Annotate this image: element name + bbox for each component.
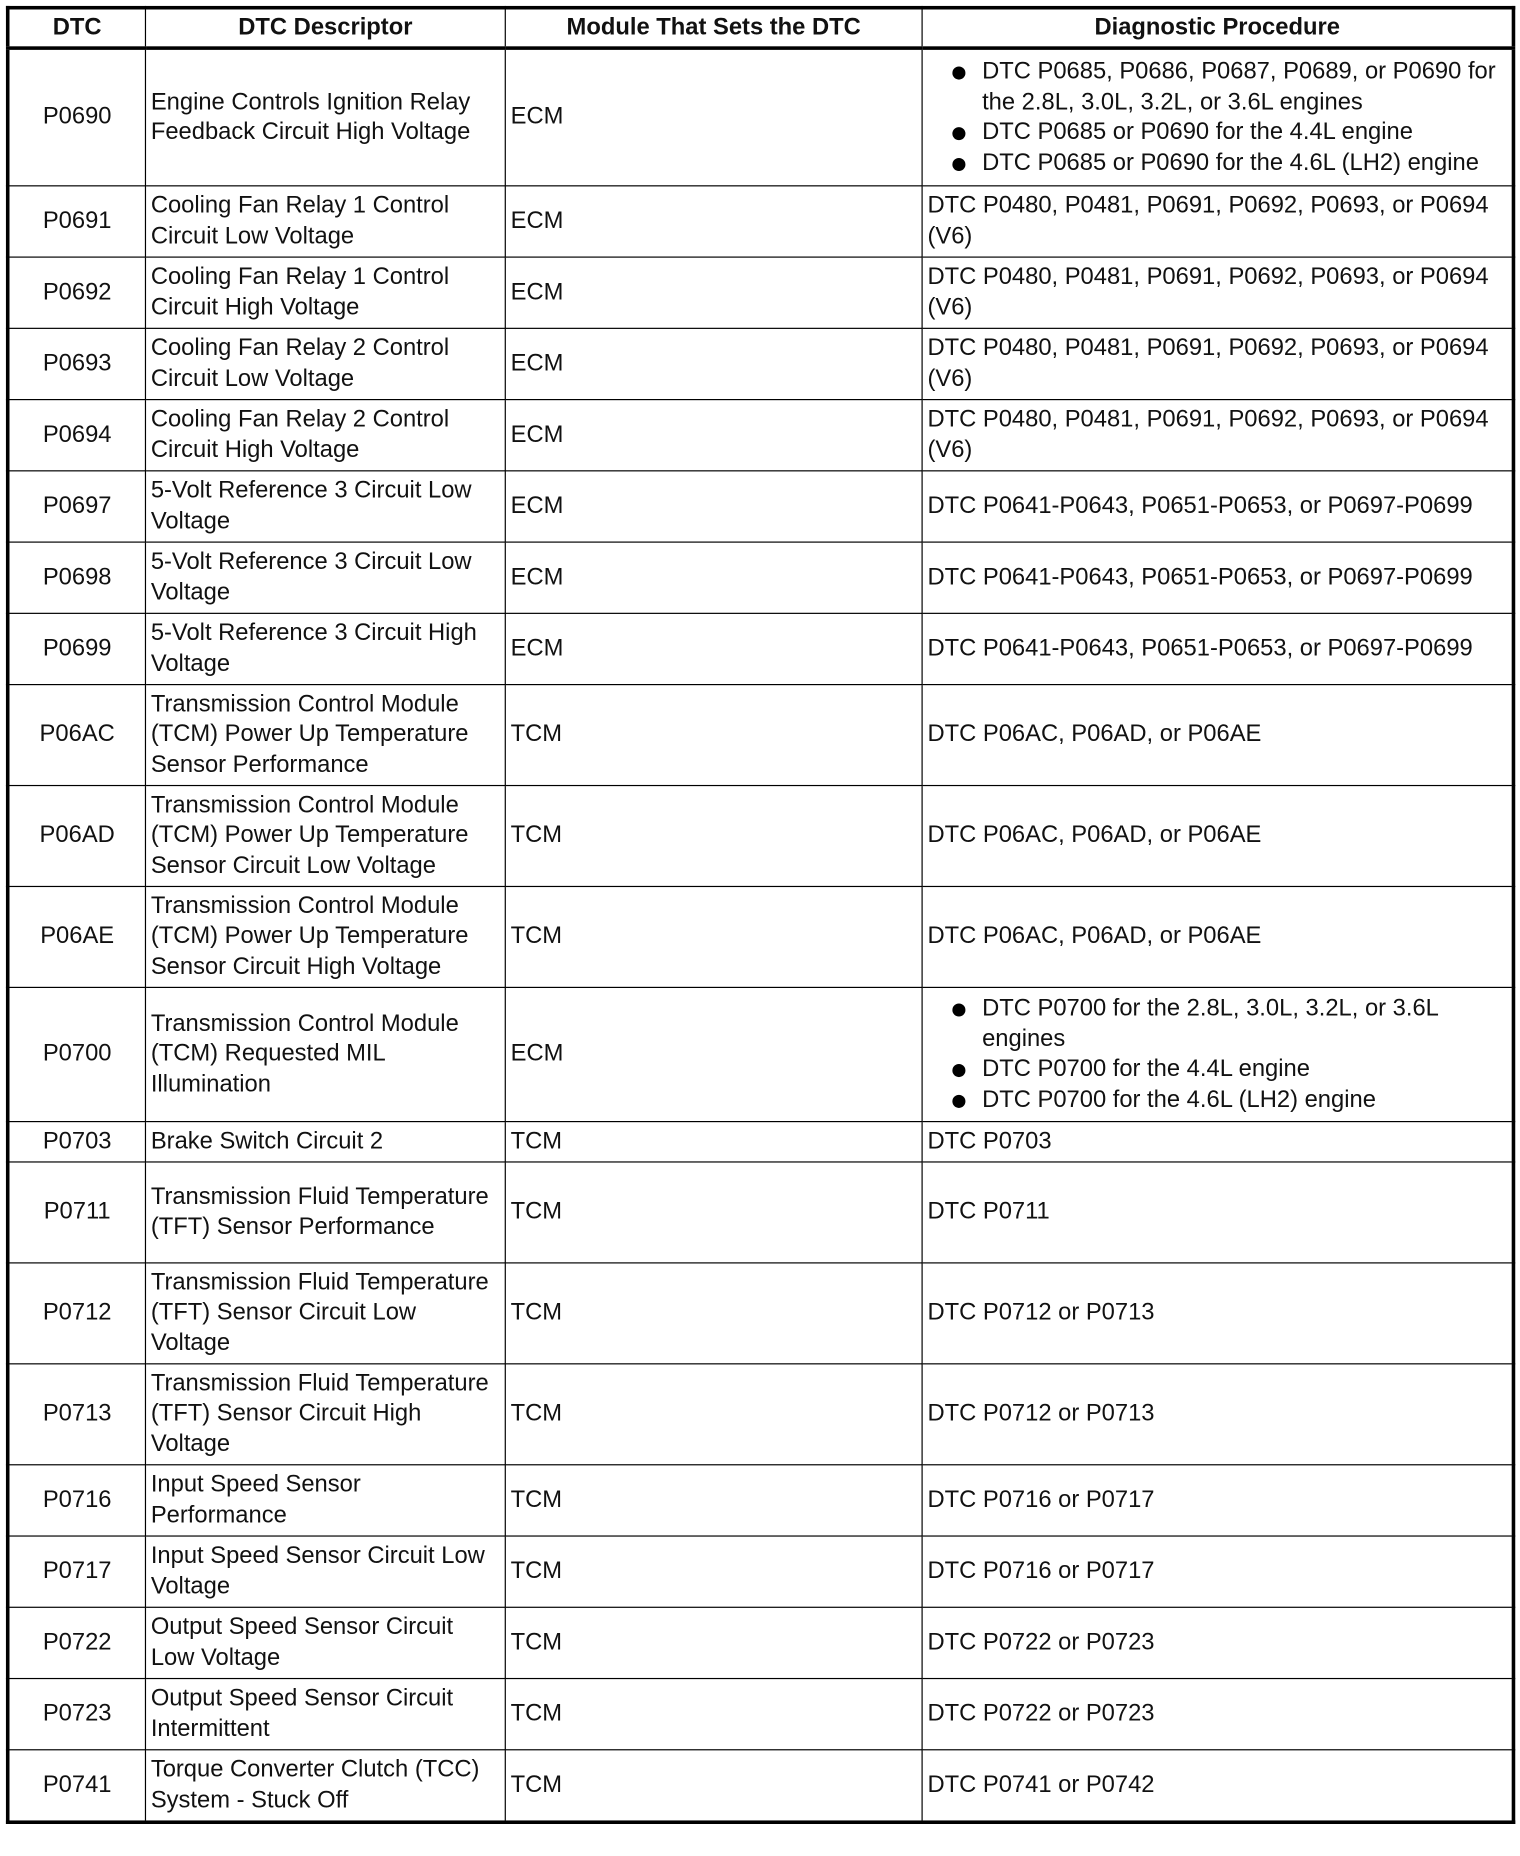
dtc-table bbox=[6, 6, 1515, 1824]
table-row bbox=[8, 1122, 1514, 1162]
table-row bbox=[8, 1364, 1514, 1465]
descriptor-cell: Cooling Fan Relay 1 Control Circuit Low Voltage bbox=[145, 186, 505, 257]
table-row bbox=[8, 1536, 1514, 1607]
procedure-cell[interactable]: DTC P0722 or P0723 bbox=[922, 1607, 1513, 1678]
table-row bbox=[8, 987, 1514, 1121]
procedure-cell[interactable]: DTC P0641-P0643, P0651-P0653, or P0697-P0699 bbox=[922, 613, 1513, 684]
module-cell: TCM bbox=[505, 1679, 922, 1750]
descriptor-cell: Brake Switch Circuit 2 bbox=[145, 1122, 505, 1162]
descriptor-cell: Cooling Fan Relay 1 Control Circuit High Voltage bbox=[145, 257, 505, 328]
procedure-bullet-item[interactable]: DTC P0685 or P0690 for the 4.6L (LH2) engine bbox=[927, 148, 1507, 178]
procedure-cell[interactable]: DTC P0480, P0481, P0691, P0692, P0693, or P0694 (V6) bbox=[922, 257, 1513, 328]
table-row bbox=[8, 886, 1514, 987]
dtc-code-cell: P0698 bbox=[8, 542, 146, 613]
descriptor-cell: Torque Converter Clutch (TCC) System - Stuck Off bbox=[145, 1750, 505, 1822]
module-cell: ECM bbox=[505, 400, 922, 471]
procedure-cell bbox=[922, 48, 1513, 186]
procedure-cell[interactable]: DTC P06AC, P06AD, or P06AE bbox=[922, 886, 1513, 987]
procedure-cell[interactable]: DTC P0480, P0481, P0691, P0692, P0693, or P0694 (V6) bbox=[922, 328, 1513, 399]
procedure-bullet-item[interactable]: DTC P0685 or P0690 for the 4.4L engine bbox=[927, 118, 1507, 148]
descriptor-cell: Cooling Fan Relay 2 Control Circuit Low Voltage bbox=[145, 328, 505, 399]
module-cell: ECM bbox=[505, 613, 922, 684]
procedure-bullet-list bbox=[927, 994, 1507, 1115]
table-row bbox=[8, 786, 1514, 887]
procedure-cell[interactable]: DTC P0712 or P0713 bbox=[922, 1364, 1513, 1465]
module-cell: ECM bbox=[505, 257, 922, 328]
table-row bbox=[8, 471, 1514, 542]
procedure-bullet-item[interactable]: DTC P0700 for the 2.8L, 3.0L, 3.2L, or 3.6L engines bbox=[927, 994, 1507, 1055]
module-cell: ECM bbox=[505, 48, 922, 186]
module-cell: TCM bbox=[505, 1750, 922, 1822]
procedure-cell[interactable]: DTC P06AC, P06AD, or P06AE bbox=[922, 786, 1513, 887]
procedure-cell[interactable]: DTC P0480, P0481, P0691, P0692, P0693, or P0694 (V6) bbox=[922, 186, 1513, 257]
procedure-cell[interactable]: DTC P0722 or P0723 bbox=[922, 1679, 1513, 1750]
module-cell: ECM bbox=[505, 328, 922, 399]
dtc-code-cell: P0699 bbox=[8, 613, 146, 684]
module-cell: ECM bbox=[505, 471, 922, 542]
procedure-cell[interactable]: DTC P06AC, P06AD, or P06AE bbox=[922, 685, 1513, 786]
procedure-cell[interactable]: DTC P0712 or P0713 bbox=[922, 1263, 1513, 1364]
table-row bbox=[8, 257, 1514, 328]
dtc-code-cell: P0703 bbox=[8, 1122, 146, 1162]
dtc-code-cell: P0700 bbox=[8, 987, 146, 1121]
module-cell: TCM bbox=[505, 1465, 922, 1536]
module-cell: TCM bbox=[505, 1536, 922, 1607]
descriptor-cell: Output Speed Sensor Circuit Low Voltage bbox=[145, 1607, 505, 1678]
module-cell: TCM bbox=[505, 685, 922, 786]
descriptor-cell: Input Speed Sensor Circuit Low Voltage bbox=[145, 1536, 505, 1607]
dtc-code-cell: P0722 bbox=[8, 1607, 146, 1678]
column-header-procedure: Diagnostic Procedure bbox=[922, 8, 1513, 48]
dtc-code-cell: P06AD bbox=[8, 786, 146, 887]
table-row bbox=[8, 1750, 1514, 1822]
dtc-code-cell: P0711 bbox=[8, 1162, 146, 1263]
dtc-code-cell: P0741 bbox=[8, 1750, 146, 1822]
dtc-code-cell: P0694 bbox=[8, 400, 146, 471]
table-row bbox=[8, 1607, 1514, 1678]
procedure-cell[interactable]: DTC P0711 bbox=[922, 1162, 1513, 1263]
module-cell: TCM bbox=[505, 1122, 922, 1162]
module-cell: ECM bbox=[505, 987, 922, 1121]
descriptor-cell: Transmission Control Module (TCM) Requested MIL Illumination bbox=[145, 987, 505, 1121]
procedure-bullet-item[interactable]: DTC P0685, P0686, P0687, P0689, or P0690 for the 2.8L, 3.0L, 3.2L, or 3.6L engines bbox=[927, 57, 1507, 118]
table-row bbox=[8, 613, 1514, 684]
procedure-cell[interactable]: DTC P0703 bbox=[922, 1122, 1513, 1162]
descriptor-cell: 5-Volt Reference 3 Circuit Low Voltage bbox=[145, 471, 505, 542]
module-cell: ECM bbox=[505, 542, 922, 613]
dtc-code-cell: P0716 bbox=[8, 1465, 146, 1536]
procedure-bullet-item[interactable]: DTC P0700 for the 4.4L engine bbox=[927, 1055, 1507, 1085]
dtc-code-cell: P0690 bbox=[8, 48, 146, 186]
procedure-cell[interactable]: DTC P0641-P0643, P0651-P0653, or P0697-P0699 bbox=[922, 542, 1513, 613]
procedure-cell bbox=[922, 987, 1513, 1121]
table-row bbox=[8, 685, 1514, 786]
module-cell: TCM bbox=[505, 886, 922, 987]
dtc-code-cell: P0693 bbox=[8, 328, 146, 399]
procedure-cell[interactable]: DTC P0741 or P0742 bbox=[922, 1750, 1513, 1822]
procedure-cell[interactable]: DTC P0716 or P0717 bbox=[922, 1536, 1513, 1607]
descriptor-cell: Transmission Fluid Temperature (TFT) Sensor Circuit High Voltage bbox=[145, 1364, 505, 1465]
table-row bbox=[8, 1162, 1514, 1263]
column-header-module: Module That Sets the DTC bbox=[505, 8, 922, 48]
dtc-code-cell: P06AE bbox=[8, 886, 146, 987]
dtc-code-cell: P0712 bbox=[8, 1263, 146, 1364]
module-cell: TCM bbox=[505, 786, 922, 887]
descriptor-cell: Transmission Control Module (TCM) Power Up Temperature Sensor Circuit Low Voltage bbox=[145, 786, 505, 887]
descriptor-cell: Input Speed Sensor Performance bbox=[145, 1465, 505, 1536]
table-row bbox=[8, 400, 1514, 471]
descriptor-cell: Transmission Control Module (TCM) Power Up Temperature Sensor Performance bbox=[145, 685, 505, 786]
dtc-code-cell: P06AC bbox=[8, 685, 146, 786]
table-row bbox=[8, 1679, 1514, 1750]
module-cell: TCM bbox=[505, 1263, 922, 1364]
procedure-bullet-item[interactable]: DTC P0700 for the 4.6L (LH2) engine bbox=[927, 1085, 1507, 1115]
table-row bbox=[8, 328, 1514, 399]
procedure-cell[interactable]: DTC P0641-P0643, P0651-P0653, or P0697-P0699 bbox=[922, 471, 1513, 542]
dtc-code-cell: P0713 bbox=[8, 1364, 146, 1465]
dtc-code-cell: P0692 bbox=[8, 257, 146, 328]
table-row bbox=[8, 1465, 1514, 1536]
module-cell: ECM bbox=[505, 186, 922, 257]
table-row bbox=[8, 48, 1514, 186]
descriptor-cell: Cooling Fan Relay 2 Control Circuit High Voltage bbox=[145, 400, 505, 471]
table-body bbox=[8, 48, 1514, 1822]
dtc-code-cell: P0717 bbox=[8, 1536, 146, 1607]
module-cell: TCM bbox=[505, 1364, 922, 1465]
procedure-bullet-list bbox=[927, 57, 1507, 178]
table-row bbox=[8, 186, 1514, 257]
descriptor-cell: Transmission Control Module (TCM) Power Up Temperature Sensor Circuit High Voltage bbox=[145, 886, 505, 987]
descriptor-cell: Engine Controls Ignition Relay Feedback Circuit High Voltage bbox=[145, 48, 505, 186]
descriptor-cell: 5-Volt Reference 3 Circuit High Voltage bbox=[145, 613, 505, 684]
descriptor-cell: Output Speed Sensor Circuit Intermittent bbox=[145, 1679, 505, 1750]
dtc-code-cell: P0691 bbox=[8, 186, 146, 257]
descriptor-cell: Transmission Fluid Temperature (TFT) Sensor Performance bbox=[145, 1162, 505, 1263]
table-row bbox=[8, 1263, 1514, 1364]
table-row bbox=[8, 542, 1514, 613]
procedure-cell[interactable]: DTC P0716 or P0717 bbox=[922, 1465, 1513, 1536]
module-cell: TCM bbox=[505, 1607, 922, 1678]
module-cell: TCM bbox=[505, 1162, 922, 1263]
table-header bbox=[8, 8, 1514, 48]
column-header-dtc: DTC bbox=[8, 8, 146, 48]
descriptor-cell: Transmission Fluid Temperature (TFT) Sensor Circuit Low Voltage bbox=[145, 1263, 505, 1364]
descriptor-cell: 5-Volt Reference 3 Circuit Low Voltage bbox=[145, 542, 505, 613]
column-header-descriptor: DTC Descriptor bbox=[145, 8, 505, 48]
procedure-cell[interactable]: DTC P0480, P0481, P0691, P0692, P0693, or P0694 (V6) bbox=[922, 400, 1513, 471]
dtc-code-cell: P0697 bbox=[8, 471, 146, 542]
dtc-code-cell: P0723 bbox=[8, 1679, 146, 1750]
